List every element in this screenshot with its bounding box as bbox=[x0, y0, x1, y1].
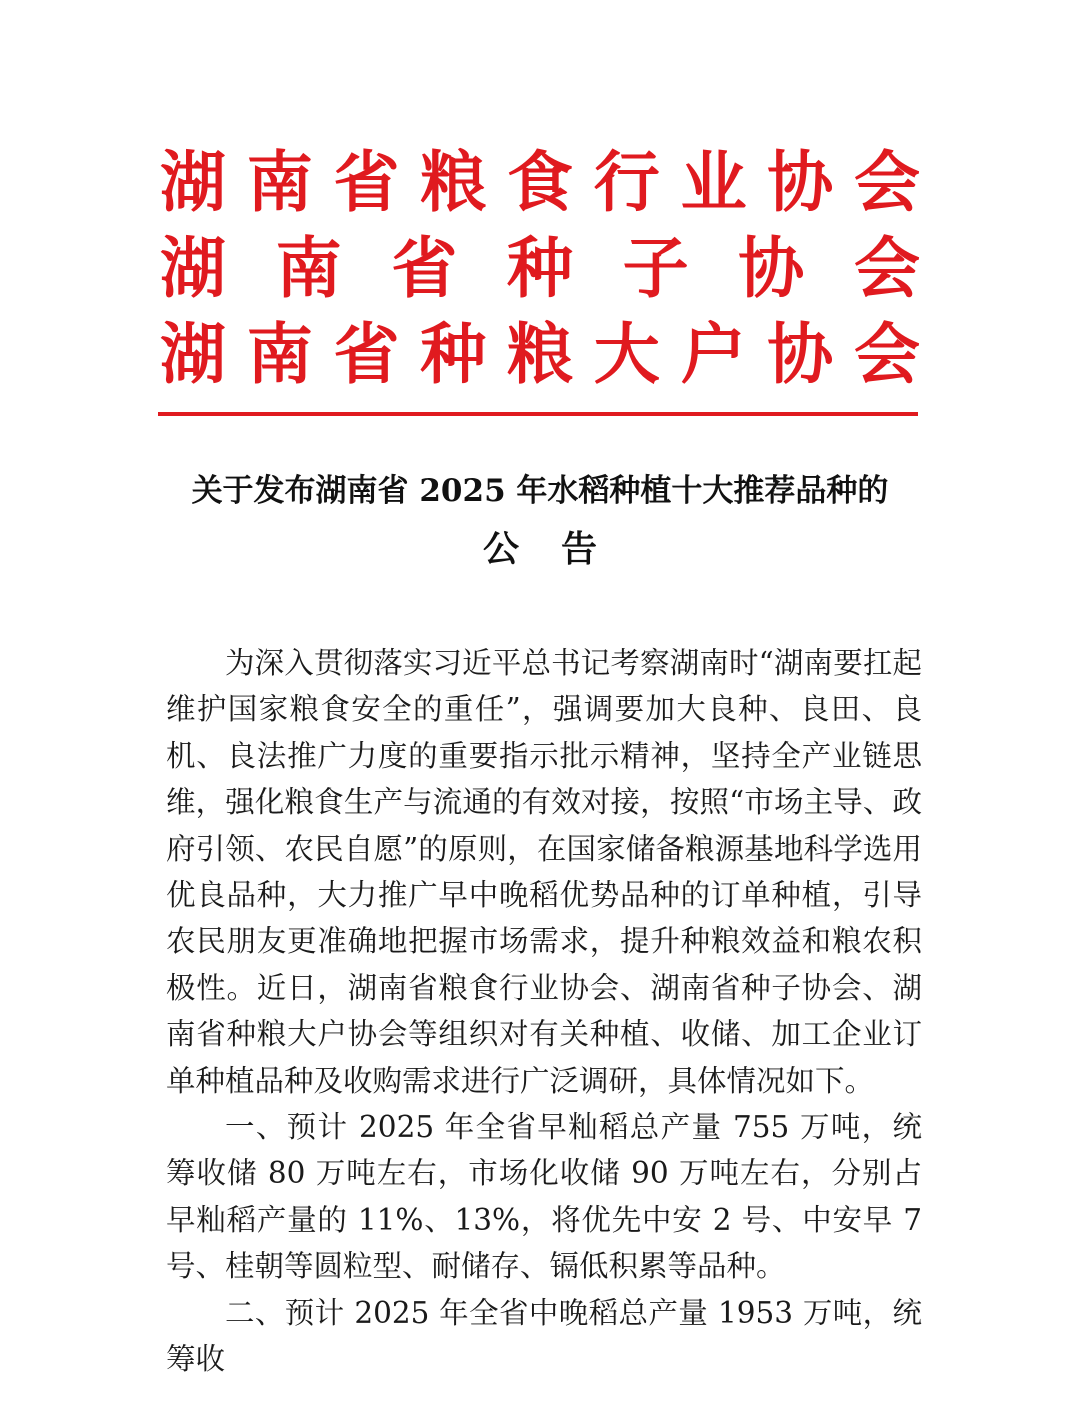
org-char: 子 bbox=[622, 230, 689, 307]
org-char: 南 bbox=[246, 144, 313, 221]
org-char: 行 bbox=[593, 144, 660, 221]
org-char: 湖 bbox=[160, 144, 226, 221]
document-subtitle: 公告 bbox=[482, 528, 639, 570]
org-char: 湖 bbox=[160, 230, 226, 307]
paragraph-intro: 为深入贯彻落实习近平总书记考察湖南时“湖南要扛起维护国家粮食安全的重任”，强调要加大良种、良田、良机、良法推广力度的重要指示批示精神，坚持全产业链思维，强化粮食生产与流通的有效对接，按照“市场主导、政府引领、农民自愿”的原则，在国家储备粮源基地科学选用优良品种，大力推广早中晚稻优势品种的订单种植，引导农民朋友更准确地把握市场需求，提升种粮效益和粮农积极性。近日，湖南省粮食行业协会、湖南省种子协会、湖南省种粮大户协会等组织对有关种植、收储、加工企业订单种植品种及收购需求进行广泛调研，具体情况如下。 bbox=[166, 646, 922, 1098]
document-title: 关于发布湖南省 2025 年水稻种植十大推荐品种的 bbox=[191, 473, 889, 509]
org-char: 省 bbox=[391, 230, 458, 307]
paragraph-early-rice: 一、预计 2025 年全省早籼稻总产量 755 万吨，统筹收储 80 万吨左右，市场化收储 90 万吨左右，分别占早籼稻产量的 11%、13%，将优先中安 2 号、中安早 7 号、桂朝等圆粒型、耐储存、镉低积累等品种。 bbox=[166, 1110, 923, 1284]
org-char: 户 bbox=[680, 316, 747, 393]
org-name-grain-growers-association bbox=[160, 312, 920, 398]
org-char: 协 bbox=[767, 144, 834, 221]
org-char: 南 bbox=[275, 230, 342, 307]
org-char: 粮 bbox=[420, 144, 487, 221]
org-char: 省 bbox=[333, 316, 400, 393]
org-char: 南 bbox=[246, 316, 313, 393]
paragraph-mid-late-rice: 二、预计 2025 年全省中晚稻总产量 1953 万吨，统筹收 bbox=[166, 1295, 922, 1377]
document-body bbox=[166, 640, 922, 1383]
org-char: 湖 bbox=[160, 316, 226, 393]
org-char: 省 bbox=[333, 144, 400, 221]
red-divider-line bbox=[158, 412, 918, 416]
org-char: 协 bbox=[738, 230, 805, 307]
org-char: 业 bbox=[680, 144, 747, 221]
org-name-grain-industry-association bbox=[160, 140, 920, 226]
org-name-seed-association bbox=[160, 226, 920, 312]
org-char: 食 bbox=[507, 144, 573, 221]
org-char: 种 bbox=[506, 230, 573, 307]
letterhead bbox=[160, 140, 920, 398]
org-char: 大 bbox=[593, 316, 660, 393]
org-char: 会 bbox=[853, 230, 920, 307]
org-char: 会 bbox=[854, 316, 920, 393]
org-char: 粮 bbox=[507, 316, 573, 393]
org-char: 协 bbox=[767, 316, 834, 393]
org-char: 种 bbox=[420, 316, 487, 393]
org-char: 会 bbox=[854, 144, 920, 221]
